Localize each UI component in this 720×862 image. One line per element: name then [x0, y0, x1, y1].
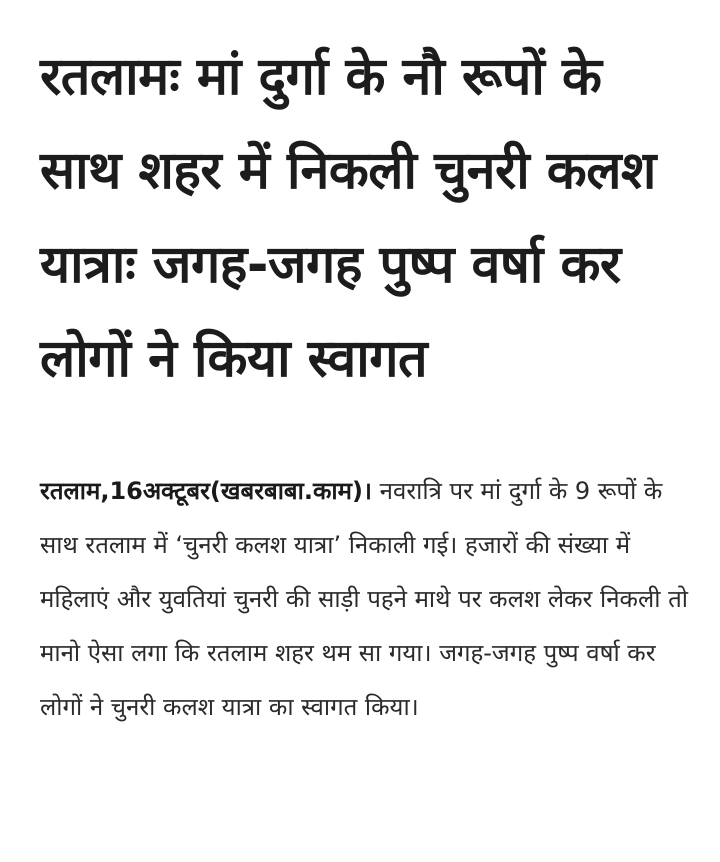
news-article [40, 30, 690, 734]
article-dateline: रतलाम,16अक्टूबर(खबरबाबा.काम)। [40, 477, 373, 505]
article-body-text: नवरात्रि पर मां दुर्गा के 9 रूपों के साथ रतलाम में ‘चुनरी कलश यात्रा’ निकाली गई। हजारों की संख्या में महिलाएं और युवतियां चुनरी की साड़ी पहने माथे पर कलश लेकर निकली तो मानो ऐसा लगा कि रतलाम शहर थम सा गया। जगह-जगह पुष्प वर्षा कर लोगों ने चुनरी कलश यात्रा का स्वागत किया। [40, 477, 688, 721]
article-headline: रतलामः मां दुर्गा के नौ रूपों के साथ शहर में निकली चुनरी कलश यात्राः जगह-जगह पुष्प वर्षा कर लोगों ने किया स्वागत [40, 47, 656, 389]
article-body [40, 464, 690, 734]
